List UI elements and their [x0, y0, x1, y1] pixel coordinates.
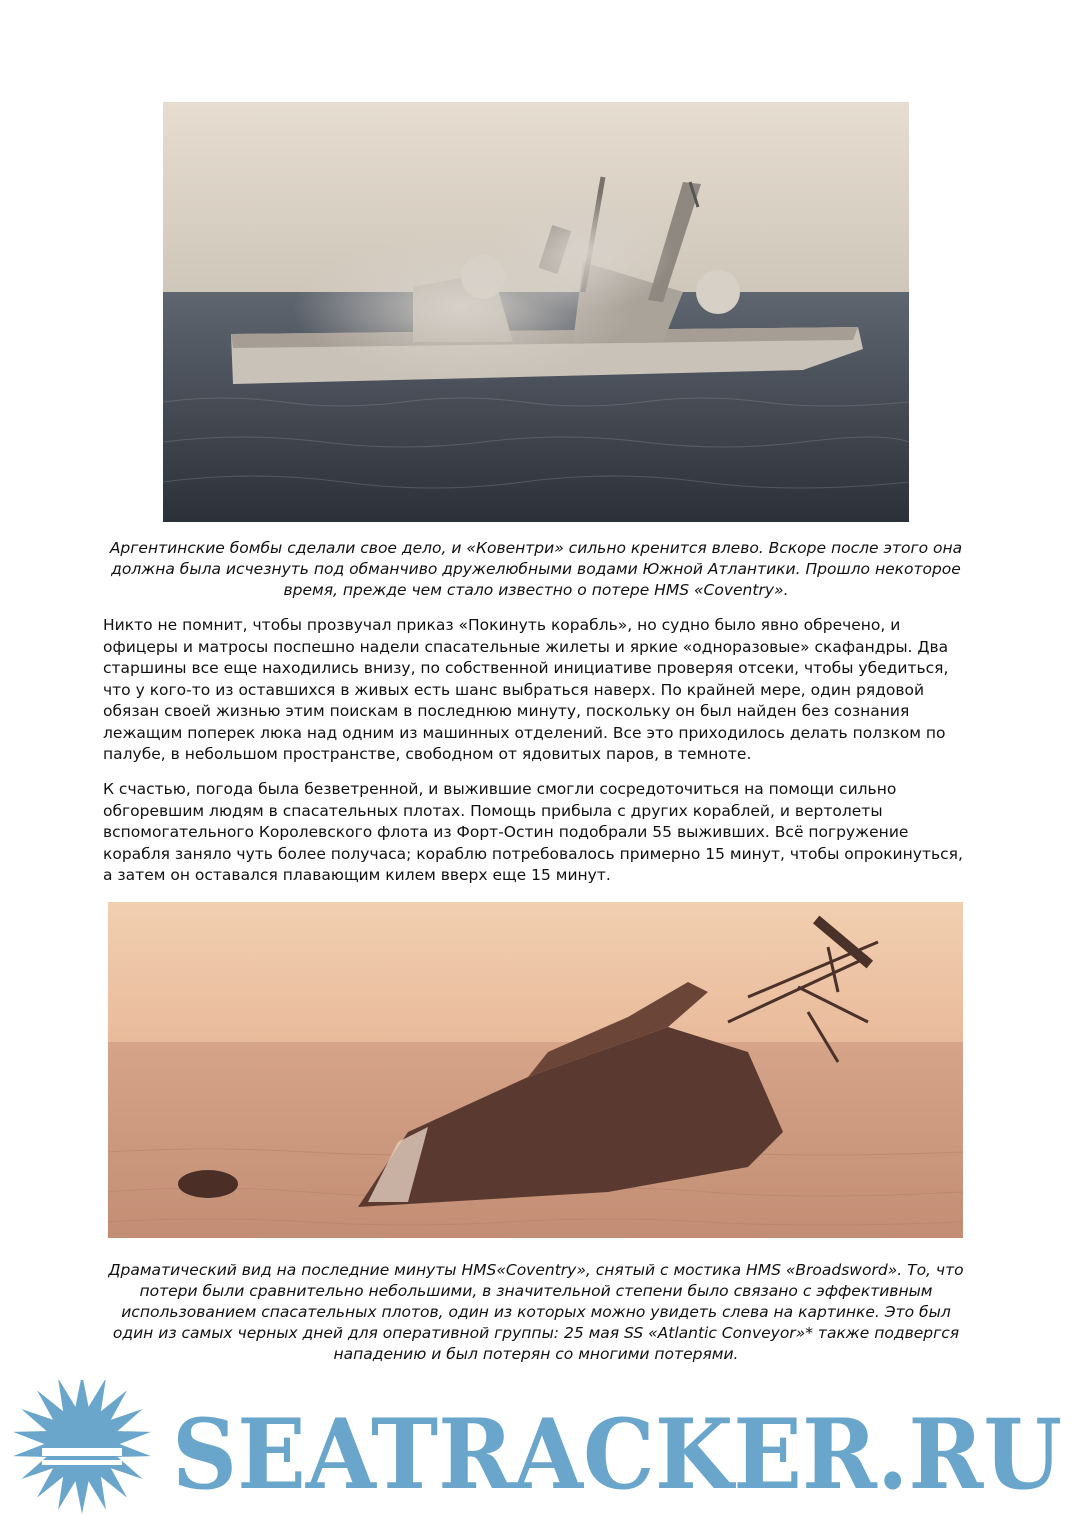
photo-coventry-capsizing-graphic — [108, 902, 963, 1238]
seatracker-logo-graphic — [0, 1380, 1080, 1515]
body-paragraph-1: Никто не помнит, чтобы прозвучал приказ «Покинуть корабль», но судно было явно обречено, и офицеры и матросы поспешно надели спасательные жилеты и яркие «одноразовые» скафандры. Два старшины все еще находились внизу, по собственной инициативе проверяя отсеки, чтобы убедиться, что у кого-то из оставшихся в живых есть шанс выбраться наверх. По крайней мере, один рядовой обязан своей жизнью этим поискам в последнюю минуту, поскольку он был найден без сознания лежащим поперек люка над одним из машинных отделений. Все это приходилось делать ползком по палубе, в небольшом пространстве, свободном от ядовитых паров, в темноте. — [103, 616, 949, 763]
photo-coventry-capsizing — [108, 902, 963, 1238]
photo-coventry-listing-graphic — [163, 102, 909, 522]
photo-caption-bottom: Драматический вид на последние минуты HMS«Coventry», снятый с мостика HMS «Broadsword». То, что потери были сравнительно небольшими, в значительной степени было связано с эффективным использованием спасательных плотов, один из которых можно увидеть слева на картинке. Это был один из самых черных дней для оперативной группы: 25 мая SS «Atlantic Conveyor»* также подвергся нападению и был потерян со многими потерями. — [108, 1261, 964, 1363]
photo-coventry-listing — [163, 102, 909, 522]
seatracker-logo — [0, 1380, 1080, 1515]
body-paragraph-2: К счастью, погода была безветренной, и выжившие смогли сосредоточиться на помощи сильно обгоревшим людям в спасательных плотах. Помощь прибыла с других кораблей, и вертолеты вспомогательного Королевского флота из Форт-Остин подобрали 55 выживших. Всё погружение корабля заняло чуть более получаса; кораблю потребовалось примерно 15 минут, чтобы опрокинуться, а затем он оставался плавающим килем вверх еще 15 минут. — [103, 780, 963, 884]
logo-text: SEATRACKER.RU — [172, 1398, 1062, 1511]
sun-burst-icon — [12, 1380, 153, 1514]
photo-caption-top: Аргентинские бомбы сделали свое дело, и «Ковентри» сильно кренится влево. Вскоре после этого она должна была исчезнуть под обманчиво дружелюбными водами Южной Атлантики. Прошло некоторое время, прежде чем стало известно о потере HMS «Coventry». — [109, 539, 963, 599]
